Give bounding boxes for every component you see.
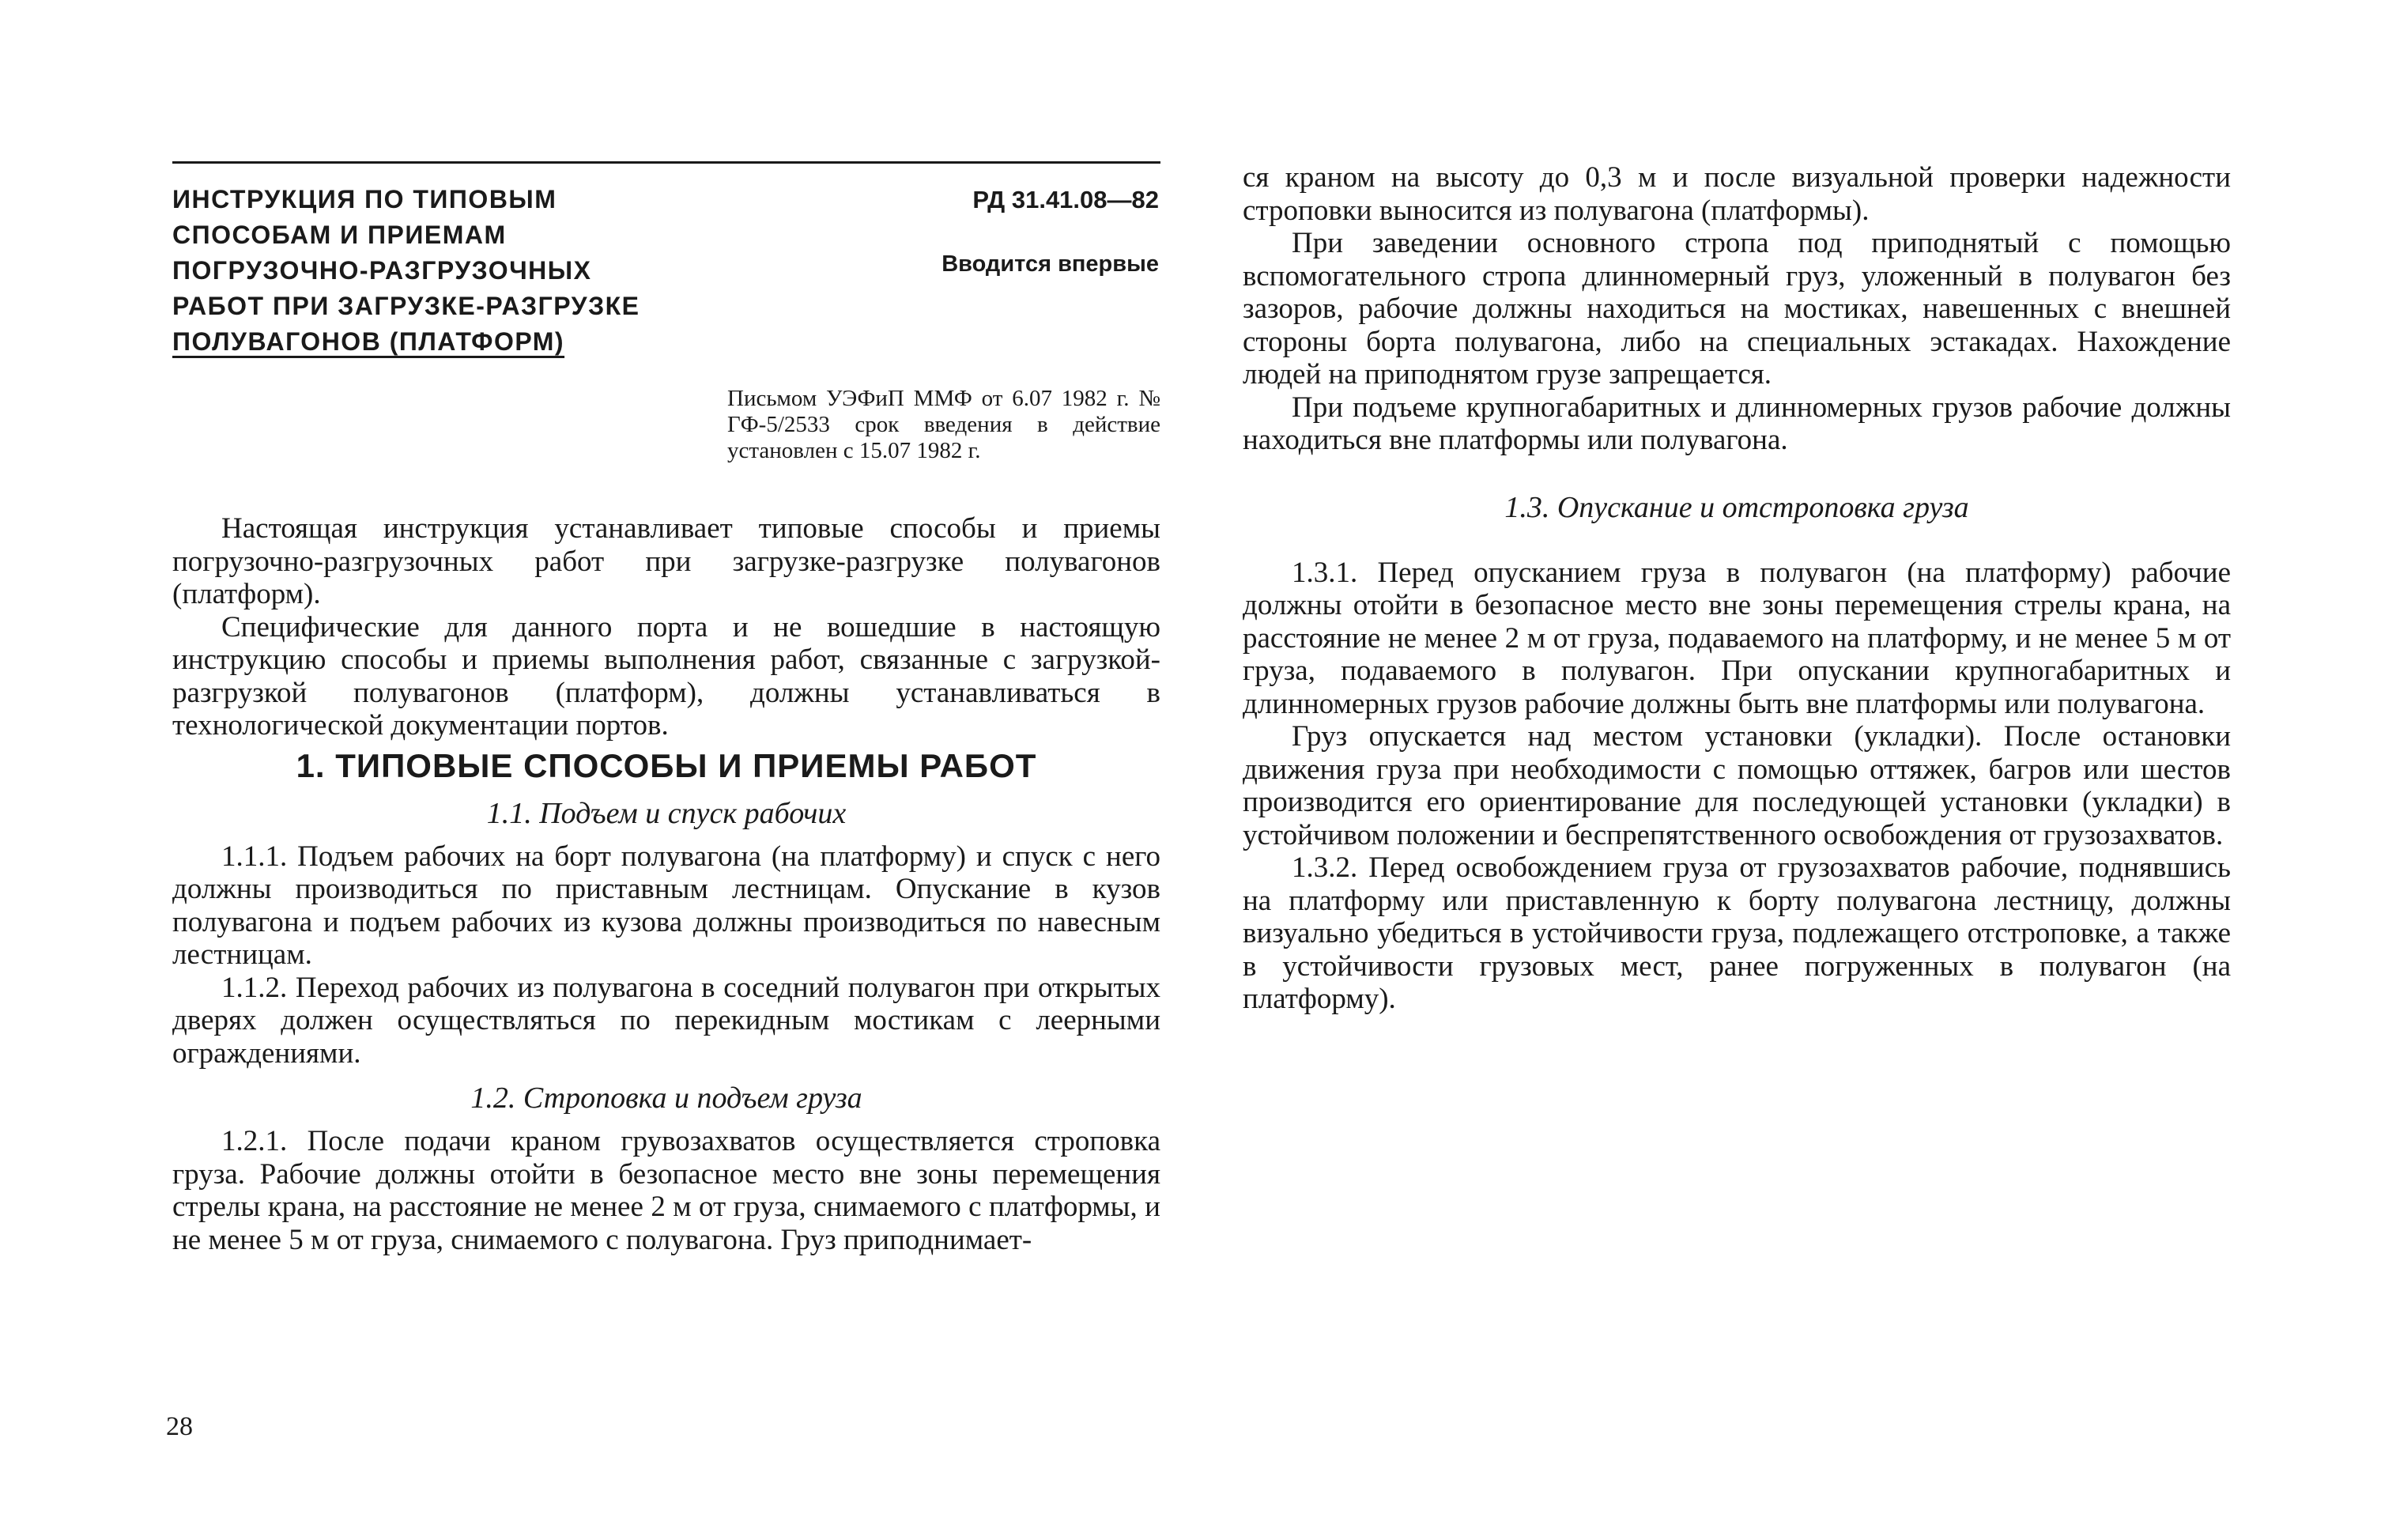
document-header [172, 182, 1160, 364]
subsection-title: 1.3. Опускание и отстроповка груза [1504, 490, 1969, 524]
subsection-title: 1.1. Подъем и спуск рабочих [486, 796, 847, 830]
clause-paragraph: 1.3.2. Перед освобождением груза от грузозахватов рабочие, поднявшись на платформу или приставленную к борту полувагона лестницу, должны визуально убедиться в устойчивости груза, подлежащего отстроповке, а также в устойчивости грузовых мест, ранее погруженных в полувагон (на платформу). [1243, 851, 2231, 1015]
title-line: РАБОТ ПРИ ЗАГРУЗКЕ-РАЗГРУЗКЕ [172, 292, 640, 320]
intro-paragraph: Настоящая инструкция устанавливает типовые способы и приемы погрузочно-разгрузочных работ при загрузке-разгрузке полувагонов (платформ). [172, 512, 1160, 610]
page-number: 28 [166, 1412, 193, 1441]
introduction-status: Вводится впервые [941, 251, 1159, 277]
left-column [172, 512, 1160, 1256]
intro-paragraph: Специфические для данного порта и не вошедшие в настоящую инструкцию способы и приемы выполнения работ, связанные с загрузкой-разгрузкой полувагонов (платформ), должны устанавливаться в технологической документации портов. [172, 610, 1160, 742]
clause-paragraph: 1.1.1. Подъем рабочих на борт полувагона (на платформу) и спуск с него должны производиться по приставным лестницам. Опускание в кузов полувагона и подъем рабочих из кузова должны производиться по навесным лестницам. [172, 840, 1160, 971]
clause-paragraph: 1.1.2. Переход рабочих из полувагона в соседний полувагон при открытых дверях должен осуществляться по перекидным мостикам с леерными ограждениями. [172, 971, 1160, 1070]
section-title: 1. ТИПОВЫЕ СПОСОБЫ И ПРИЕМЫ РАБОТ [296, 746, 1037, 784]
clause-paragraph: Груз опускается над местом установки (укладки). После остановки движения груза при необходимости с помощью оттяжек, багров или шестов производится его ориентирование для последующей установки (укладки) в устойчивом положении и беспрепятственного освобождения от грузозахватов. [1243, 720, 2231, 851]
clause-paragraph: 1.3.1. Перед опусканием груза в полувагон (на платформу) рабочие должны отойти в безопасное место вне зоны перемещения стрелы крана, на расстояние не менее 2 м от груза, подаваемого на платформу, и не менее 5 м от груза, подаваемого в полувагон. При опускании крупногабаритных и длинномерных грузов рабочие должны быть вне платформы или полувагона. [1243, 556, 2231, 720]
document-title [172, 182, 757, 360]
title-line: ПОГРУЗОЧНО-РАЗГРУЗОЧНЫХ [172, 256, 592, 285]
title-line: ПОЛУВАГОНОВ (ПЛАТФОРМ) [172, 327, 565, 356]
title-line: СПОСОБАМ И ПРИЕМАМ [172, 221, 507, 249]
document-code: РД 31.41.08—82 [972, 186, 1159, 213]
enactment-note: Письмом УЭФиП ММФ от 6.07 1982 г. № ГФ-5/2533 срок введения в действие установлен с 15.07 1982 г. [727, 386, 1160, 463]
clause-paragraph: 1.2.1. После подачи краном грувозахватов осуществляется строповка груза. Рабочие должны отойти в безопасное место вне зоны перемещения стрелы крана, на расстояние не менее 2 м от груза, снимаемого с платформы, и не менее 5 м от груза, снимаемого с полувагона. Груз приподнимает- [172, 1125, 1160, 1256]
top-rule [172, 161, 1160, 164]
continued-paragraph: ся краном на высоту до 0,3 м и после визуальной проверки надежности строповки выносится из полувагона (платформы). [1243, 161, 2231, 227]
subsection-title: 1.2. Строповка и подъем груза [470, 1081, 862, 1115]
clause-paragraph: При заведении основного стропа под приподнятый с помощью вспомогательного стропа длинномерный груз, уложенный в полувагон без зазоров, рабочие должны находиться на мостиках, навешенных с внешней стороны борта полувагона, либо на специальных эстакадах. Нахождение людей на приподнятом грузе запрещается. [1243, 227, 2231, 391]
right-column [1243, 161, 2231, 1016]
clause-paragraph: При подъеме крупногабаритных и длинномерных грузов рабочие должны находиться вне платформы или полувагона. [1243, 391, 2231, 456]
title-line: ИНСТРУКЦИЯ ПО ТИПОВЫМ [172, 185, 557, 213]
